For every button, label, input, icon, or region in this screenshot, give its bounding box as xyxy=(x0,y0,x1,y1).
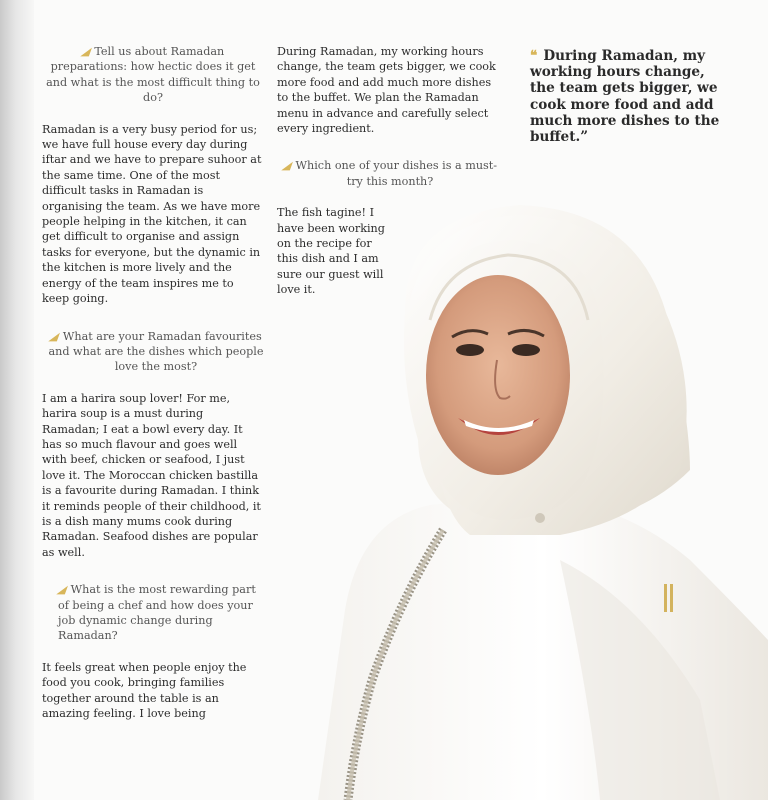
interview-question: ◢What are your Ramadan favourites and what are the dishes which people love the most? xyxy=(47,328,264,374)
question-marker-icon: ◢ xyxy=(280,158,295,173)
article-column-1 xyxy=(42,44,264,721)
interview-answer: I am a harira soup lover! For me, harira soup is a must during Ramadan; I eat a bowl every day. It has so much flavour and goes well with beef, chicken or seafood, I just love it. The Moroccan chicken bastilla is a favourite during Ramadan. I think it reminds people of their childhood, it is a dish many mums cook during Ramadan. Seafood dishes are popular as well. xyxy=(42,391,261,559)
interview-answer: Ramadan is a very busy period for us; we have full house every day during iftar and we have to prepare suhoor at the same time. One of the most difficult tasks in Ramadan is organising the team. As we have more people helping in the kitchen, it can get difficult to organise and assign tasks for everyone, but the dynamic in the kitchen is more lively and the energy of the team inspires me to keep going. xyxy=(42,122,262,306)
page-fold-shadow xyxy=(0,0,34,800)
question-marker-icon: ◢ xyxy=(55,582,70,597)
question-marker-icon: ◢ xyxy=(79,44,94,58)
interview-question: ◢What is the most rewarding part of being a chef and how does your job dynamic change during Ramadan? xyxy=(55,582,256,643)
pull-quote: ❝ During Ramadan, my working hours change, the team gets bigger, we cook more food and add much more dishes to the buffet.” xyxy=(530,48,720,146)
interview-question: ◢Tell us about Ramadan preparations: how hectic does it get and what is the most difficult thing to do? xyxy=(46,44,260,105)
article-column-2 xyxy=(277,44,503,298)
interview-answer: It feels great when people enjoy the food you cook, bringing families together around the table is an amazing feeling. I love being xyxy=(42,660,247,721)
interview-answer: During Ramadan, my working hours change, the team gets bigger, we cook more food and add much more dishes to the buffet. We plan the Ramadan menu in advance and carefully select every ingredient. xyxy=(277,45,496,136)
interview-question: ◢Which one of your dishes is a must-try this month? xyxy=(280,158,498,188)
interview-answer: The fish tagine! I have been working on the recipe for this dish and I am sure our guest will love it. xyxy=(277,206,385,297)
quote-mark-icon: ❝ xyxy=(530,48,538,64)
question-marker-icon: ◢ xyxy=(47,328,62,343)
